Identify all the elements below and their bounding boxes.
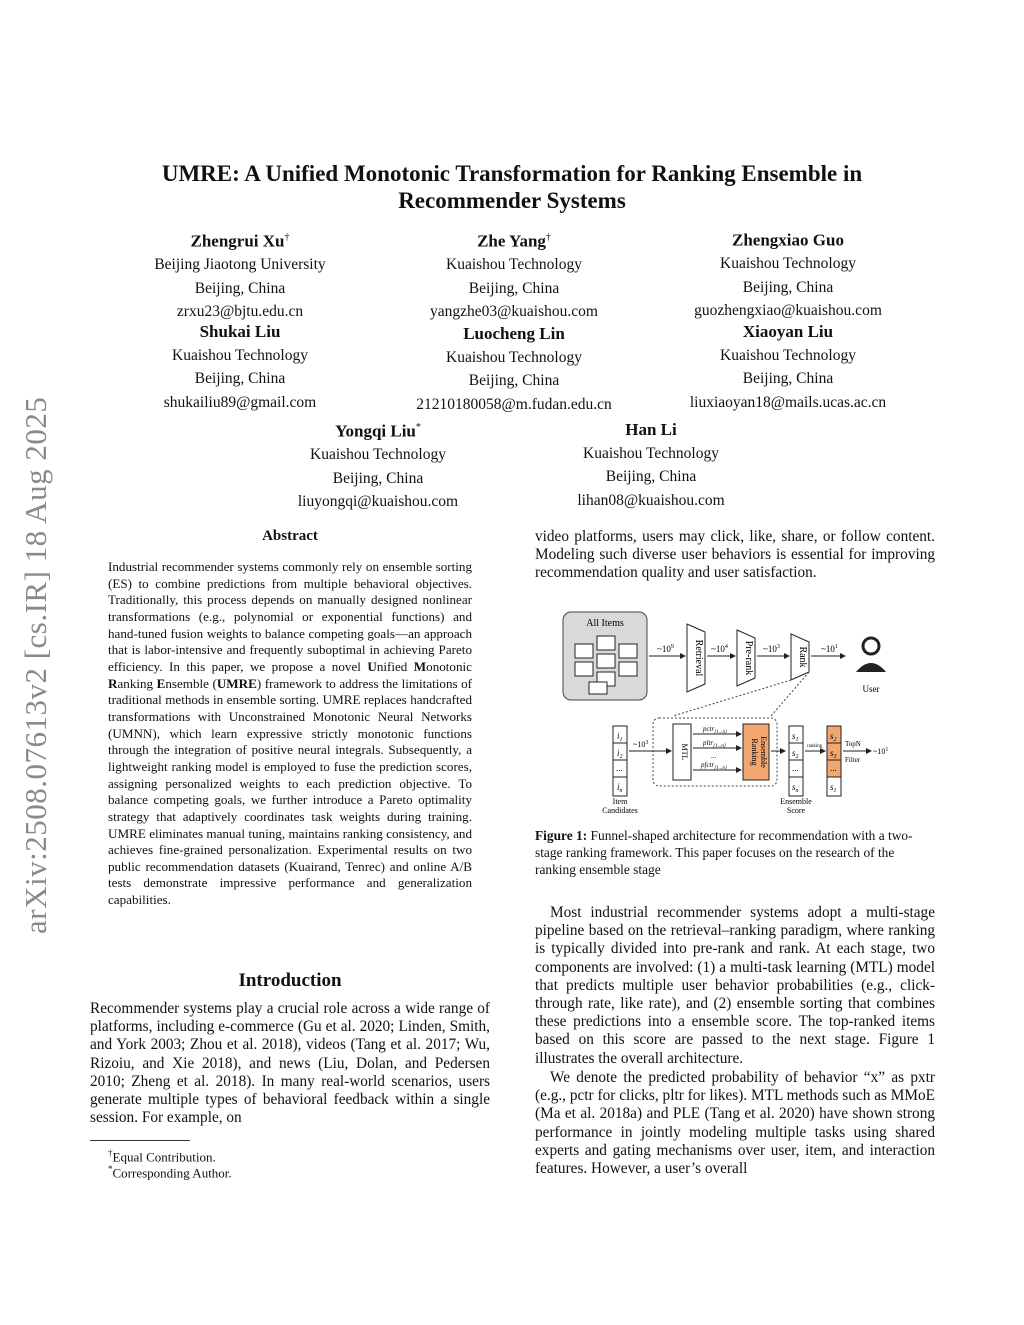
author-location: Beijing, China [742,370,834,387]
author-location: Beijing, China [742,278,834,296]
user-label: User [862,684,880,694]
author-email[interactable]: liuxiaoyan18@mails.ucas.ac.cn [689,393,887,411]
author-email[interactable]: shukailiu89@gmail.com [163,393,317,411]
right-paragraph-intro-cont: video platforms, users may click, like, share, or follow content. Modeling such diverse user behaviors is essential for improving recommendation quality and user satisfaction. [535,528,935,582]
author-block [540,418,762,512]
svg-text:...: ... [711,752,717,760]
user-icon [863,638,879,654]
author-name: Yongqi Liu [335,421,416,441]
item-candidates-label: Item [612,797,628,806]
right-paragraph-mtl: We denote the predicted probability of behavior “x” as pxtr (e.g., pctr for clicks, pltr for likes). MTL methods such as MMoE (Ma et al. 2018a) and PLE (Tang et al. 2020) have shown strong performance in jointly modeling multiple tasks using shared experts and gating mechanisms over user, item, and interaction features. However, a user’s overall [535,1069,935,1178]
author-location: Beijing, China [605,468,697,485]
abstract-heading: Abstract [262,528,318,544]
author-location: Beijing, China [194,279,286,297]
author-affiliation: Kuaishou Technology [172,346,308,364]
author-name: Zhe Yang [477,231,546,251]
author-affiliation: Kuaishou Technology [720,255,856,273]
svg-text:in: $i_n$ [617,782,623,794]
intro-paragraph: Recommender systems play a crucial role across a wide range of platforms, including e-commerce (Gu et al. 2020; Linden, Smith, and York 2003; Zhou et al. 2018), videos (Tang et al. 2017; Wu, Rizoiu, and Xie 2018), and news (Liu, Dolan, and Pedersen 2010; Zheng et al. 2018). In many real-world scenarios, users generate multiple types of behavioral feedback within a single session. For example, on [90,1000,490,1127]
author-email[interactable]: liuyongqi@kuaishou.com [297,493,459,511]
author-name: Zhengxiao Guo [732,230,844,250]
svg-text:i1: $i_1$ [617,731,623,743]
count-1e3-b: $\sim 10^3$ [633,740,649,749]
count-1e1: $\sim 10^1$ [821,644,838,654]
author-email[interactable]: guozhengxiao@kuaishou.com [694,302,882,320]
mtl-label: MTL [680,743,689,761]
count-1e4: $\sim 10^4$ [711,644,728,654]
abstract-body: Industrial recommender systems commonly rely on ensemble sorting (ES) to combine predictions from multiple behavioral objectives. Traditionally, this process depends on manually designed nonlinear transformations (e.g., polynomial or exponential functions) and hand-tuned fusion weights to balance competing goals—an approach that is labor-intensive and frequently suboptimal in achieving Pareto efficiency. In this paper, we propose a novel Unified Monotonic Ranking Ensemble (UMRE) framework to address the limitations of traditional methods in ensemble sorting. UMRE replaces handcrafted transformations with Unconstrained Monotonic Neural Networks (UMNN), which learn expressive strictly monotonic functions through the integration of positive neural integrals. Subsequently, a lightweight ranking model is employed to fuse the prediction scores, assigning personalized weights to each prediction objective. To balance competing goals, we further introduce a Pareto optimality strategy that adaptively coordinates task weights during training. UMRE eliminates manual tuning, maintains ranking consistency, and achieves fine-grained personalization. Experimental results on two public recommendation datasets (Kuairand, Tenrec) and online A/B tests demonstrate impressive performance and generalization capabilities. [108,559,472,908]
svg-text:i2: $i_2$ [617,748,623,760]
author-block [130,226,350,324]
author-email[interactable]: 21210180058@m.fudan.edu.cn [416,395,612,413]
svg-text:...: ... [792,763,799,773]
author-block [400,226,628,324]
author-name: Shukai Liu [199,322,281,341]
item-candidates-label-2: Candidates [602,806,638,815]
right-paragraph-multistage: Most industrial recommender systems adopt a multi-stage pipeline based on the retrieval–ranking paradigm, where ranking is typically divided into pre-rank and rank. At each stage, two components are involved: (1) a multi-task learning (MTL) model that predicts multiple user behavior probabilities (e.g., click-through rate, like rate), and (2) ensemble sorting that combines these predictions into a ensemble score. The top-ranked items based on this score are passed to the next stage. Figure 1 illustrates the overall architecture. [535,904,935,1067]
ensemble-score-label: Ensemble [780,797,812,806]
svg-text:s2: $s_2$ [830,731,837,743]
figure-1-architecture [545,606,935,816]
author-email[interactable]: zrxu23@bjtu.edu.cn [176,303,304,321]
author-affiliation: Beijing Jiaotong University [154,256,326,274]
author-block [130,320,350,414]
author-name: Han Li [625,420,677,439]
author-mark: † [284,232,290,243]
author-affiliation: Kuaishou Technology [583,444,719,462]
author-name: Zhengrui Xu [190,231,285,251]
author-name: Luocheng Lin [463,324,565,343]
footnote-divider [90,1140,190,1141]
svg-text:pctr[1...n]: pctr$_{[1...n]}$ [703,725,727,735]
count-1e3: $\sim 10^3$ [763,644,780,654]
count-1e1-b: $\sim 10^1$ [873,747,889,756]
author-affiliation: Kuaishou Technology [720,346,856,364]
author-name: Xiaoyan Liu [742,322,834,341]
prediction-arrows [693,725,741,771]
author-mark: † [545,232,551,243]
title-line-2: Recommender Systems [398,188,626,213]
svg-text:s1: $s_1$ [830,782,837,794]
user-body-icon [856,663,886,672]
item-candidates-list [613,726,627,796]
svg-text:pltr[1...n]: pltr$_{[1...n]}$ [703,739,726,749]
author-email[interactable]: lihan08@kuaishou.com [577,491,725,509]
ranking-ensemble-label-2: Ensemble [759,736,768,768]
topn-label: TopN [845,740,861,748]
svg-text:...: ... [616,763,623,773]
author-block [268,416,488,514]
paper-title [90,160,934,214]
ranking-ensemble-label: Ranking [750,738,759,766]
author-affiliation: Kuaishou Technology [446,348,582,366]
svg-text:sn: $s_n$ [792,782,799,794]
all-items-label: All Items [586,618,624,629]
footnote-equal-contribution: †Equal Contribution. [108,1148,216,1165]
author-block [395,322,633,416]
count-1e9: $\sim 10^9$ [657,644,674,654]
ensemble-score-list [789,726,803,796]
author-location: Beijing, China [332,469,424,487]
svg-text:s1: $s_1$ [792,731,799,743]
title-line-1: UMRE: A Unified Monotonic Transformation for Ranking Ensemble in [161,161,863,186]
svg-text:...: ... [830,763,837,773]
author-block [668,320,908,414]
filter-label: Filter [845,756,861,764]
svg-text:pfctr[1...n]: pfctr$_{[1...n]}$ [701,761,727,771]
author-location: Beijing, China [468,279,560,297]
author-affiliation: Kuaishou Technology [310,446,446,464]
retrieval-label: Retrieval [693,639,704,677]
rank-label: Rank [797,646,808,668]
footnote-corresponding-author: *Corresponding Author. [108,1164,232,1181]
arxiv-identifier: arXiv:2508.07613v2 [cs.IR] 18 Aug 2025 [18,396,53,934]
author-email[interactable]: yangzhe03@kuaishou.com [430,303,598,321]
author-affiliation: Kuaishou Technology [446,256,582,274]
sorted-score-list [827,726,841,796]
figure-1-caption: Figure 1: Funnel-shaped architecture for recommendation with a two-stage ranking framework. This paper focuses on the research of the ranking ensemble stage [535,828,913,877]
author-mark: * [415,422,421,433]
author-location: Beijing, China [468,372,560,389]
ensemble-score-label-2: Score [786,806,806,815]
author-block [668,225,908,323]
svg-text:s3: $s_3$ [830,748,837,760]
introduction-heading: Introduction [238,970,342,991]
author-location: Beijing, China [194,370,286,387]
ranking-arrow-label: ranking [807,744,823,749]
svg-text:s2: $s_2$ [792,748,799,760]
prerank-label: Pre-rank [743,640,754,676]
